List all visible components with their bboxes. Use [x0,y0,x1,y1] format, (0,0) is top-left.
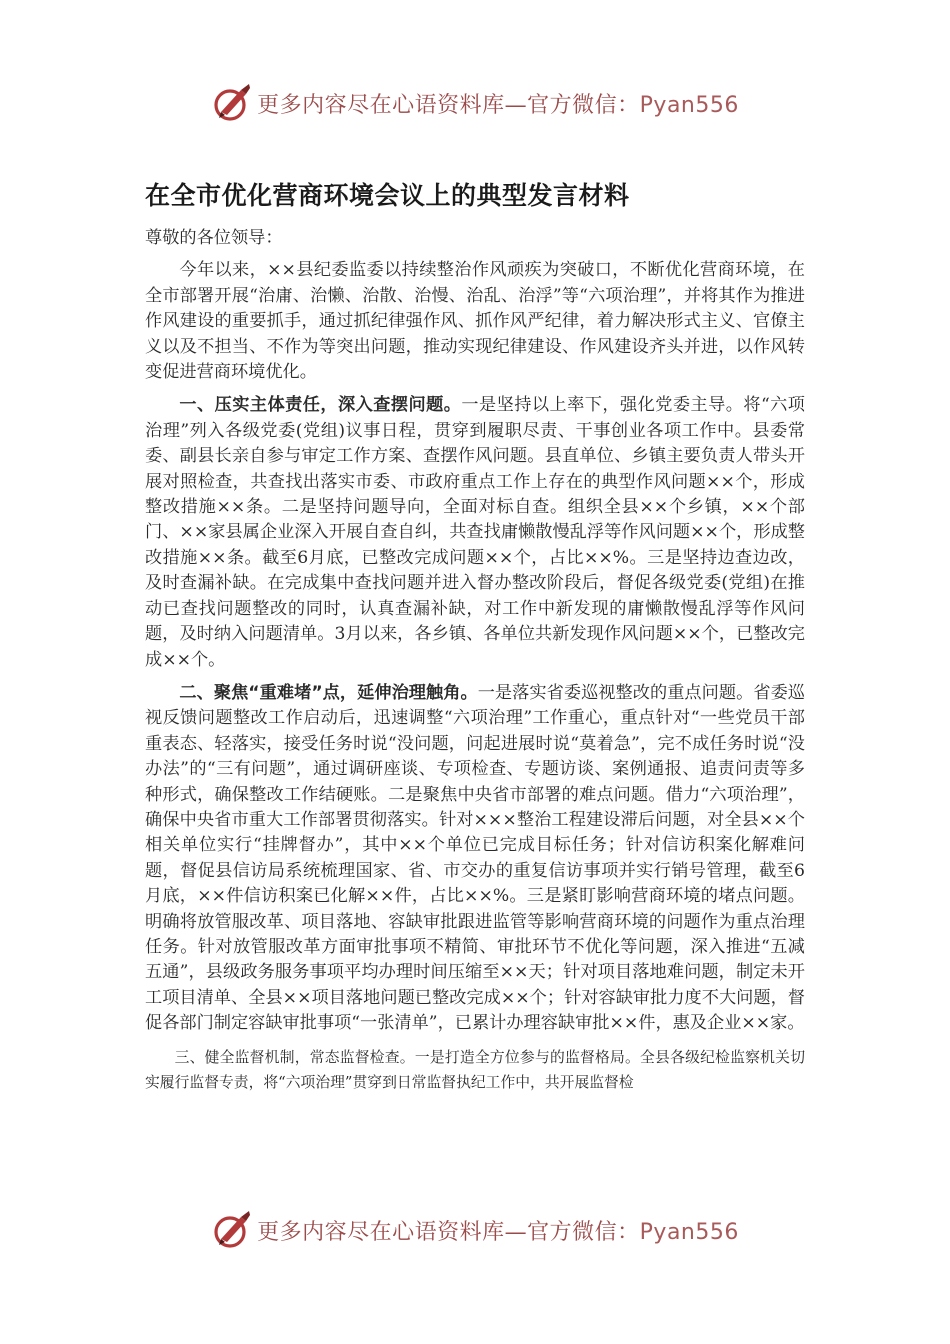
section-2-paragraph [145,681,805,1037]
document-body [145,226,805,1103]
section-1-heading: 一、压实主体责任，深入查摆问题。 [179,395,462,416]
section-1-body: 一是坚持以上率下，强化党委主导。将“六项治理”列入各级党委(党组)议事日程，贯穿到履职尽责、干事创业各项工作中。县委常委、副县长亲自参与审定工作方案、查摆作风问题。县直单位、乡镇主要负责人带头开展对照检查，共查找出落实市委、市政府重点工作上存在的典型作风问题××个，形成整改措施××条。二是坚持问题导向，全面对标自查。组织全县××个乡镇，××个部门、××家县属企业深入开展自查自纠，共查找庸懒散慢乱浮等作风问题××个，形成整改措施××条。截至6月底，已整改完成问题××个，占比××%。三是坚持边查边改，及时查漏补缺。在完成集中查找问题并进入督办整改阶段后，督促各级党委(党组)在推动已查找问题整改的同时，认真查漏补缺，对工作中新发现的庸懒散慢乱浮等作风问题，及时纳入问题清单。3月以来，各乡镇、各单位共新发现作风问题××个，已整改完成××个。 [145,395,805,670]
watermark-banner-bottom [0,1205,950,1255]
section-3-paragraph: 三、健全监督机制，常态监督检查。一是打造全方位参与的监督格局。全县各级纪检监察机关切实履行监督专责，将“六项治理”贯穿到日常监督执纪工作中，共开展监督检 [145,1048,805,1091]
pen-logo-icon [211,82,253,124]
section-2-heading: 二、聚焦“重难堵”点，延伸治理触角。 [179,682,478,703]
intro-paragraph: 今年以来，××县纪委监委以持续整治作风顽疾为突破口，不断优化营商环境，在全市部署开展“治庸、治懒、治散、治慢、治乱、治浮”等“六项治理”，并将其作为推进作风建设的重要抓手，通过抓纪律强作风、抓作风严纪律，着力解决形式主义、官僚主义以及不担当、不作为等突出问题，推动实现纪律建设、作风建设齐头并进，以作风转变促进营商环境优化。 [145,260,805,383]
pen-logo-icon [211,1209,253,1251]
watermark-text: 更多内容尽在心语资料库—官方微信：Pyan556 [257,1219,739,1245]
watermark-banner-top [0,78,950,128]
salutation: 尊敬的各位领导： [145,228,283,248]
section-1-paragraph [145,393,805,672]
section-2-body: 一是落实省委巡视整改的重点问题。省委巡视反馈问题整改工作启动后，迅速调整“六项治理”工作重心，重点针对“一些党员干部重表态、轻落实，接受任务时说“没问题，问起进展时说“莫着急”，完不成任务时说“没办法”的“三有问题”，通过调研座谈、专项检查、专题访谈、案例通报、追责问责等多种形式，确保整改工作结硬账。二是聚焦中央省市部署的难点问题。借力“六项治理”，确保中央省市重大工作部署贯彻落实。针对×××整治工程建设滞后问题，对全县××个相关单位实行“挂牌督办”，其中××个单位已完成目标任务；针对信访积案化解难问题，督促县信访局系统梳理国家、省、市交办的重复信访事项并实行销号管理，截至6月底，××件信访积案已化解××件，占比××%。三是紧盯影响营商环境的堵点问题。明确将放管服改革、项目落地、容缺审批跟进监管等影响营商环境的问题作为重点治理任务。针对放管服改革方面审批事项不精简、审批环节不优化等问题，深入推进“五减五通”，县级政务服务事项平均办理时间压缩至××天；针对项目落地难问题，制定未开工项目清单、全县××项目落地问题已整改完成××个；针对容缺审批力度不大问题，督促各部门制定容缺审批事项“一张清单”，已累计办理容缺审批××件，惠及企业××家。 [145,682,805,1034]
watermark-text: 更多内容尽在心语资料库—官方微信：Pyan556 [257,92,739,118]
document-title: 在全市优化营商环境会议上的典型发言材料 [145,181,630,210]
